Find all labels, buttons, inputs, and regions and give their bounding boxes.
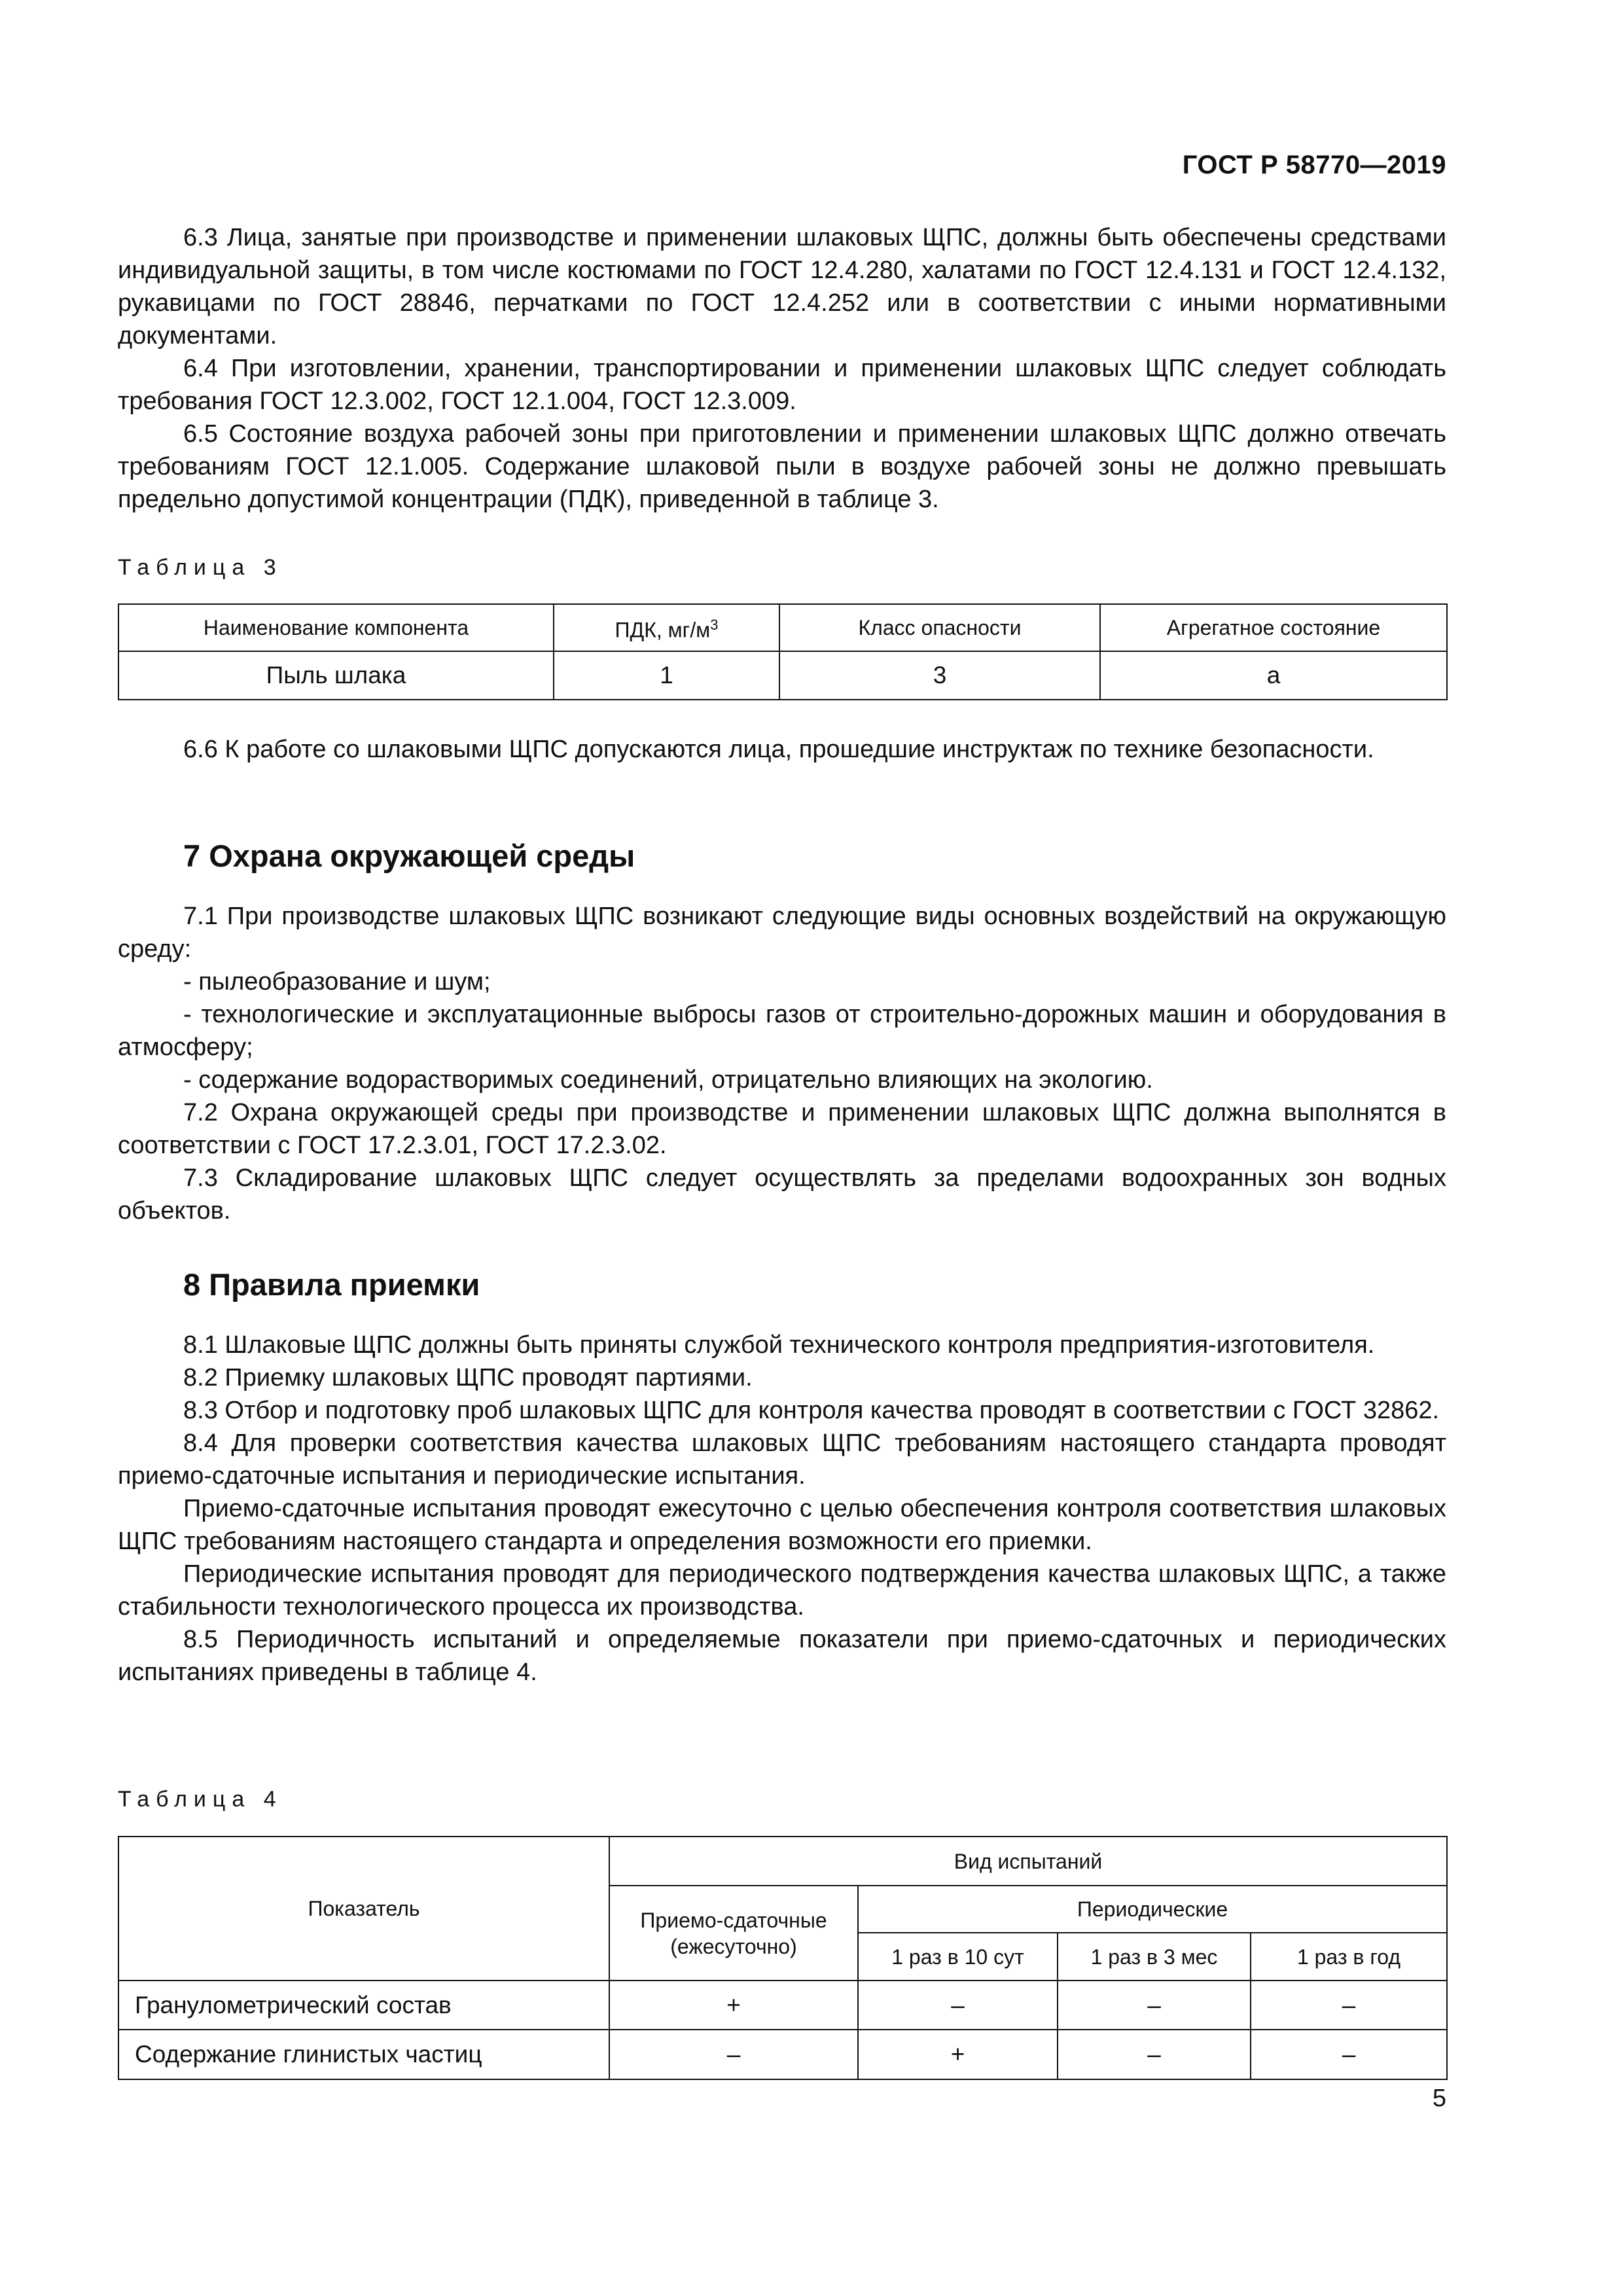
paragraph-6-6: 6.6 К работе со шлаковыми ЩПС допускаются лица, прошедшие инструктаж по технике безопасности. xyxy=(183,736,1374,763)
paragraph-6-5: 6.5 Состояние воздуха рабочей зоны при приготовлении и применении шлаковых ЩПС должно отвечать требованиям ГОСТ 12.1.005. Содержание шлаковой пыли в воздухе рабочей зоны не должно превышать предельно допустимой концентрации (ПДК), приведенной в таблице 3. xyxy=(118,420,1446,513)
table4-cell-value: + xyxy=(609,1981,858,2030)
table4-header-test-type: Вид испытаний xyxy=(609,1837,1447,1886)
table4-caption: Таблица 4 xyxy=(118,1787,283,1812)
paragraph-8-2: 8.2 Приемку шлаковых ЩПС проводят партиями. xyxy=(183,1364,753,1391)
table3-cell-state: а xyxy=(1100,651,1447,700)
table4-cell-value: – xyxy=(1058,1981,1251,2030)
table3-row xyxy=(118,651,1447,700)
bullet-item: - содержание водорастворимых соединений, отрицательно влияющих на экологию. xyxy=(183,1066,1153,1094)
table3 xyxy=(118,603,1448,700)
table3-header-component: Наименование компонента xyxy=(118,604,554,651)
section8-title: 8 Правила приемки xyxy=(183,1267,480,1302)
section8-block xyxy=(118,1329,1446,1689)
table3-cell-pdk: 1 xyxy=(554,651,779,700)
table3-cell-component: Пыль шлака xyxy=(118,651,554,700)
table3-header-pdk-label: ПДК, мг/м xyxy=(615,618,711,642)
bullet-item: - технологические и эксплуатационные выбросы газов от строительно-дорожных машин и оборудования в атмосферу; xyxy=(118,1001,1446,1061)
table4-cell-name: Содержание глинистых частиц xyxy=(118,2030,609,2079)
table4-header-acceptance: Приемо-сдаточные (ежесуточно) xyxy=(609,1886,858,1981)
paragraph-8-4-acceptance: Приемо-сдаточные испытания проводят ежесуточно с целью обеспечения контроля соответствия шлаковых ЩПС требованиям настоящего стандарта и определения возможности его приемки. xyxy=(118,1495,1446,1555)
table4-cell-value: – xyxy=(609,2030,858,2079)
page-number: 5 xyxy=(1432,2085,1446,2112)
paragraph-7-3: 7.3 Складирование шлаковых ЩПС следует осуществлять за пределами водоохранных зон водных объектов. xyxy=(118,1164,1446,1225)
table4-cell-name: Гранулометрический состав xyxy=(118,1981,609,2030)
table4-cell-value: – xyxy=(1251,1981,1447,2030)
table-row xyxy=(118,1981,1447,2030)
section7-title: 7 Охрана окружающей среды xyxy=(183,838,635,873)
paragraph-6-6-block xyxy=(118,733,1446,766)
table4-header-freq-10days: 1 раз в 10 сут xyxy=(858,1933,1058,1981)
table3-caption: Таблица 3 xyxy=(118,555,283,580)
paragraph-8-3: 8.3 Отбор и подготовку проб шлаковых ЩПС для контроля качества проводят в соответствии с ГОСТ 32862. xyxy=(183,1397,1440,1424)
table4-cell-value: – xyxy=(1058,2030,1251,2079)
section6-block xyxy=(118,221,1446,516)
table3-header-row xyxy=(118,604,1447,651)
table4-header-freq-3months: 1 раз в 3 мес xyxy=(1058,1933,1251,1981)
section7-block xyxy=(118,900,1446,1227)
table4-header-indicator: Показатель xyxy=(118,1837,609,1981)
table3-cell-hazard-class: 3 xyxy=(779,651,1100,700)
table4-cell-value: – xyxy=(1251,2030,1447,2079)
paragraph-7-1: 7.1 При производстве шлаковых ЩПС возникают следующие виды основных воздействий на окружающую среду: xyxy=(118,903,1446,963)
table3-header-pdk xyxy=(554,604,779,651)
paragraph-6-3: 6.3 Лица, занятые при производстве и применении шлаковых ЩПС, должны быть обеспечены средствами индивидуальной защиты, в том числе костюмами по ГОСТ 12.4.280, халатами по ГОСТ 12.4.131 и ГОСТ 12.4.132, рукавицами по ГОСТ 28846, перчатками по ГОСТ 12.4.252 или в соответствии с иными нормативными документами. xyxy=(118,224,1446,350)
table4 xyxy=(118,1836,1448,2080)
bullet-item: - пылеобразование и шум; xyxy=(183,968,491,996)
paragraph-8-4: 8.4 Для проверки соответствия качества шлаковых ЩПС требованиям настоящего стандарта проводят приемо-сдаточные испытания и периодические испытания. xyxy=(118,1429,1446,1490)
paragraph-8-4-periodic: Периодические испытания проводят для периодического подтверждения качества шлаковых ЩПС, а также стабильности технологического процесса их производства. xyxy=(118,1560,1446,1621)
table4-header-row-1 xyxy=(118,1837,1447,1886)
paragraph-8-5: 8.5 Периодичность испытаний и определяемые показатели при приемо-сдаточных и периодических испытаниях приведены в таблице 4. xyxy=(118,1626,1446,1686)
paragraph-8-1: 8.1 Шлаковые ЩПС должны быть приняты службой технического контроля предприятия-изготовителя. xyxy=(183,1331,1375,1359)
table3-header-hazard-class: Класс опасности xyxy=(779,604,1100,651)
table3-header-pdk-sup: 3 xyxy=(710,617,719,634)
table4-header-periodic: Периодические xyxy=(858,1886,1447,1933)
table4-header-freq-year: 1 раз в год xyxy=(1251,1933,1447,1981)
table4-cell-value: – xyxy=(858,1981,1058,2030)
paragraph-7-2: 7.2 Охрана окружающей среды при производстве и применении шлаковых ЩПС должна выполнятся в соответствии с ГОСТ 17.2.3.01, ГОСТ 17.2.3.02. xyxy=(118,1099,1446,1159)
table4-cell-value: + xyxy=(858,2030,1058,2079)
table-row xyxy=(118,2030,1447,2079)
standard-designation: ГОСТ Р 58770—2019 xyxy=(1182,151,1446,179)
table3-header-state: Агрегатное состояние xyxy=(1100,604,1447,651)
paragraph-6-4: 6.4 При изготовлении, хранении, транспортировании и применении шлаковых ЩПС следует соблюдать требования ГОСТ 12.3.002, ГОСТ 12.1.004, ГОСТ 12.3.009. xyxy=(118,355,1446,415)
